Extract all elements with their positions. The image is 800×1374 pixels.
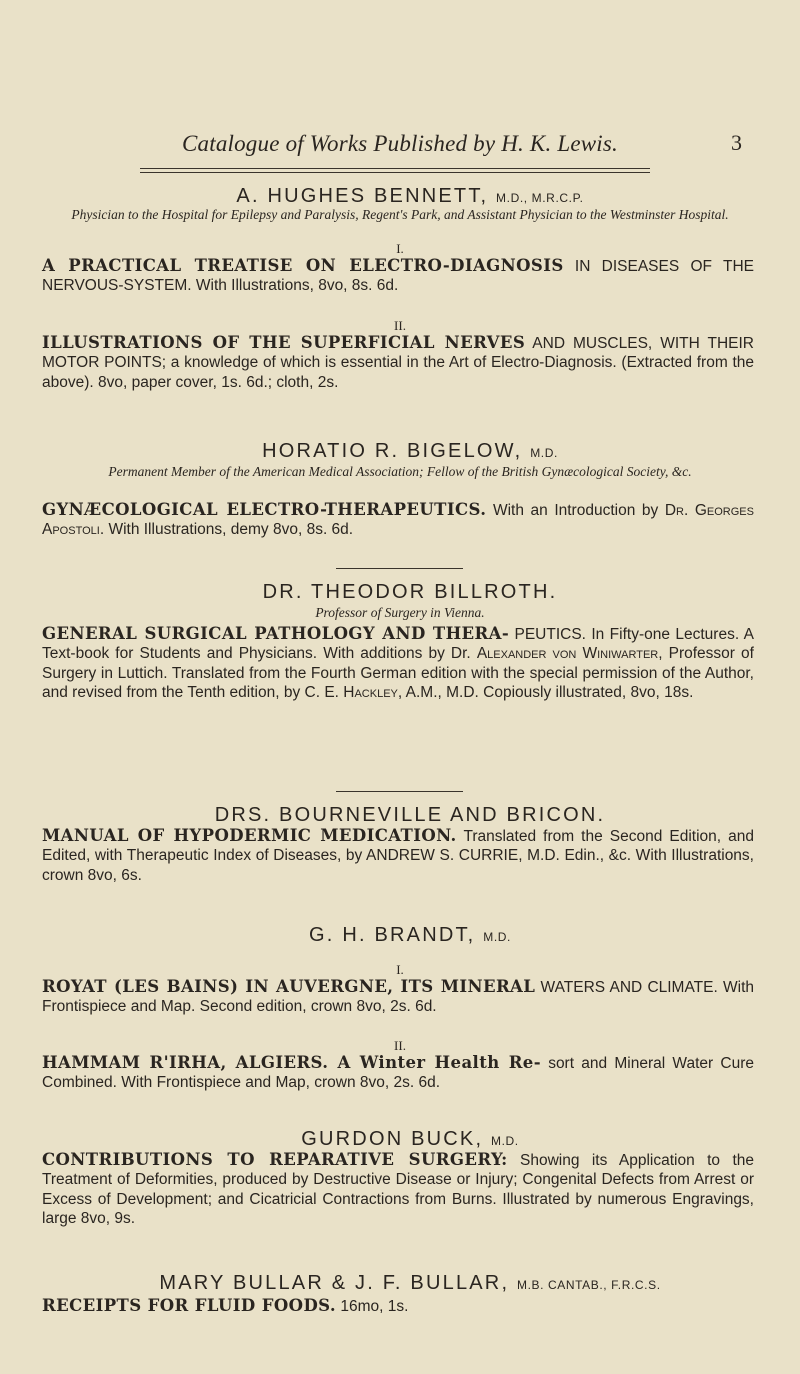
work-title: ROYAT (LES BAINS) IN AUVERGNE, ITS MINERAL [42,977,536,996]
author-heading [50,924,770,947]
work-description: Translated from the Second Edition, and Edited, with Therapeutic Index of Diseases, by ANDREW S. CURRIE, M.D. Edin., &c. With Illustrations, crown 8vo, 6s. [42,828,754,884]
work-entry [42,256,754,296]
work-title: GYNÆCOLOGICAL ELECTRO-THERAPEUTICS. [42,500,487,519]
work-title: GENERAL SURGICAL PATHOLOGY AND THERA- [42,624,510,643]
author-name: DRS. BOURNEVILLE AND BRICON. [214,804,606,826]
author-degrees: M.D. [530,446,558,460]
work-description: A.M., M.D. Copiously illustrated, 8vo, 18s. [402,684,694,702]
header-rule-top [140,168,650,169]
work-description: Showing its Application to the Treatment of Deformities, produced by Destructive Disease or Injury; Congenital Defects from Arrest or Excess of Development; and Cicatricial Contractions from Burns. Illustrated by numerous Engravings, large 8vo, 9s. [42,1152,754,1228]
work-entry [42,977,754,1017]
author-name: A. HUGHES BENNETT, [236,185,489,207]
author-heading [50,185,770,208]
work-entry [42,826,754,885]
section-divider [336,791,463,792]
work-description: With an Introduction by [492,502,665,519]
author-degrees: M.D. [491,1134,519,1148]
work-description: With Illustrations, demy 8vo, 8s. 6d. [104,521,354,539]
page-number: 3 [731,130,742,155]
work-entry [42,1150,754,1229]
work-description: AND MUSCLES, WITH THEIR MOTOR POINTS; a knowledge of which is essential in the Art of Electro-Diagnosis. (Extracted from the above). 8vo, paper cover, 1s. 6d.; cloth, 2s. [42,335,754,391]
editor-name: Alexander von Winiwarter, [476,645,663,663]
author-degrees: M.B. CANTAB., F.R.C.S. [516,1278,661,1292]
work-entry [42,624,754,703]
author-name: DR. THEODOR BILLROTH. [262,581,558,603]
author-affiliation: Permanent Member of the American Medical Association; Fellow of the British Gynæcological Society, &c. [108,464,692,479]
section-divider [336,568,463,569]
editor-name: Dr. Georges Apostoli. [42,502,754,539]
work-description: sort and Mineral Water Cure Combined. With Frontispiece and Map, crown 8vo, 2s. 6d. [42,1055,754,1092]
author-heading [50,440,770,463]
author-name: G. H. BRANDT, [309,924,476,946]
work-entry [42,1053,754,1093]
author-name: MARY BULLAR & J. F. BULLAR, [159,1272,510,1294]
work-description: 16mo, 1s. [340,1298,409,1315]
author-name: GURDON BUCK, [301,1128,484,1150]
header-rule-bottom [140,172,650,173]
author-degrees: M.D. [483,930,511,944]
work-description: Professor of Surgery in Luttich. Translated from the Fourth German edition with the special permission of the Author, and revised from the Tenth edition, by C. E. [42,645,754,702]
work-title: MANUAL OF HYPODERMIC MEDICATION. [42,826,457,845]
author-heading [50,1128,770,1151]
work-numeral: I. [396,962,404,977]
running-title: Catalogue of Works Published by H. K. Lewis. [181,131,618,156]
author-affiliation: Professor of Surgery in Vienna. [315,605,485,620]
work-entry [42,333,754,392]
work-entry [42,500,754,540]
translator-name: Hackley, [343,684,403,702]
work-title: ILLUSTRATIONS OF THE SUPERFICIAL NERVES [42,333,526,352]
author-name: HORATIO R. BIGELOW, [262,440,523,462]
work-title: CONTRIBUTIONS TO REPARATIVE SURGERY: [42,1150,508,1169]
work-title: HAMMAM R'IRHA, ALGIERS. A Winter Health Re- [42,1053,541,1072]
author-heading [50,1272,770,1295]
work-entry [42,1296,754,1316]
work-description: PEUTICS. In Fifty-one Lectures. A Text-book for Students and Physicians. With additions by Dr. [42,626,754,663]
work-title: RECEIPTS FOR FLUID FOODS. [42,1296,337,1315]
work-description: IN DISEASES OF THE NERVOUS-SYSTEM. With Illustrations, 8vo, 8s. 6d. [42,258,754,295]
work-numeral: II. [394,318,406,333]
author-heading [50,804,770,827]
work-numeral: II. [394,1038,406,1053]
work-title: A PRACTICAL TREATISE ON ELECTRO-DIAGNOSIS [42,256,564,275]
author-affiliation: Physician to the Hospital for Epilepsy and Paralysis, Regent's Park, and Assistant Physician to the Westminster Hospital. [71,207,729,222]
author-degrees: M.D., M.R.C.P. [496,191,584,205]
work-numeral: I. [396,241,404,256]
author-heading [50,581,770,604]
work-description: WATERS AND CLIMATE. With Frontispiece and Map. Second edition, crown 8vo, 2s. 6d. [42,979,755,1016]
